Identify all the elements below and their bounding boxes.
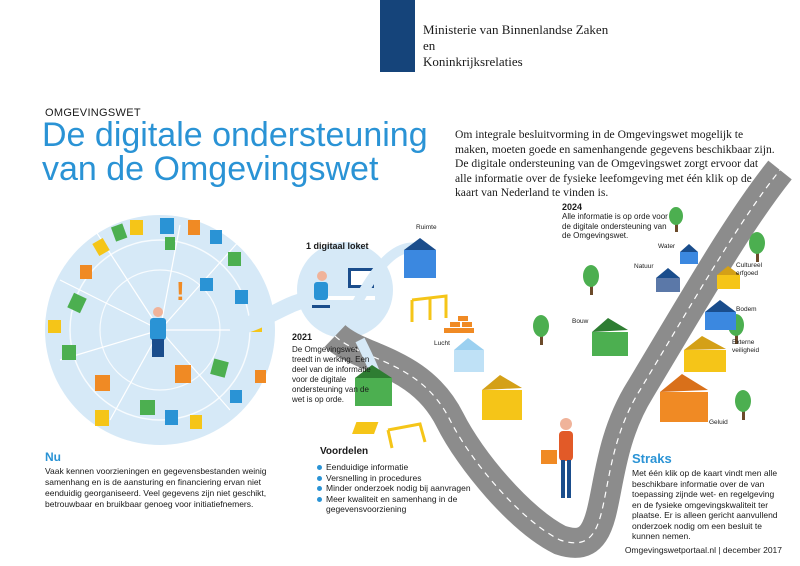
voordelen-list: [316, 462, 476, 515]
milestone-2024-text: Alle informatie is op orde voor de digitale ondersteuning van de Omgevingswet.: [562, 212, 668, 240]
woman-with-bag-icon: [541, 418, 573, 498]
voordelen-item: Minder onderzoek nodig bij aanvragen: [316, 483, 476, 494]
footer-source: Omgevingswetportaal.nl | december 2017: [624, 545, 782, 555]
label-water: Water: [658, 243, 676, 250]
ministry-name: [423, 22, 623, 70]
bricks-icon: [444, 316, 474, 333]
ministry-name-line1: Ministerie van Binnenlandse Zaken en: [423, 22, 609, 53]
label-lucht: Lucht: [434, 340, 450, 347]
house-lucht-icon: [454, 338, 484, 372]
page-title-line2: van de Omgevingswet: [42, 150, 379, 188]
logo-bar: [380, 0, 415, 72]
house-extern-icon: [684, 336, 726, 372]
house-bodem-icon: [705, 300, 736, 330]
house-geluid-icon: [660, 374, 708, 422]
milestone-2021-text: De Omgevingswet treedt in werking. Een deel van de informatie voor de digitale ondersteuning van de wet is op orde.: [292, 345, 371, 404]
straks-text: Met één klik op de kaart vindt men alle beschikbare informatie over de van toepassing zijnde wet- en regelgeving en de fysieke omgevingskwaliteit ter plaatse. Er is alleen gericht aanvullend onderzoek nodig om een besluit te kunnen nemen.: [632, 468, 778, 541]
label-cultureel-erfgoed: Cultureel erfgoed: [736, 262, 763, 277]
label-ruimte: Ruimte: [416, 224, 437, 231]
label-bodem: Bodem: [736, 306, 757, 313]
house-bouw-icon: [592, 318, 628, 356]
house-natuur-icon: [656, 268, 680, 292]
page-title-line1: De digitale ondersteuning: [42, 116, 428, 154]
milestone-2021-year: 2021: [292, 332, 313, 342]
intro-paragraph: Om integrale besluitvorming in de Omgevingswet mogelijk te maken, moeten goede en samenhangende gegevens beschikbaar zijn. De digitale ondersteuning van de Omgevingswet zorgt ervoor dat alle informatie over de fysieke leefomgeving met één klik op de kaart van Nederland te vinden is.: [455, 128, 775, 199]
page-title: [42, 118, 432, 186]
nu-heading: Nu: [45, 450, 61, 464]
label-natuur: Natuur: [634, 263, 654, 270]
label-geluid: Geluid: [709, 419, 728, 426]
label-externe-veiligheid: Externe veiligheid: [732, 339, 760, 354]
voordelen-heading: Voordelen: [320, 446, 369, 457]
ministry-name-line2: Koninkrijksrelaties: [423, 54, 523, 69]
svg-text:!: !: [176, 276, 185, 306]
house-water-icon: [680, 244, 698, 264]
loket-desk-icon: [297, 242, 393, 338]
voordelen-item: Versnelling in procedures: [316, 473, 476, 484]
loket-label: 1 digitaal loket: [306, 241, 369, 251]
straks-heading: Straks: [632, 451, 672, 466]
voordelen-item: Meer kwaliteit en samenhang in de gegevensvoorziening: [316, 494, 476, 515]
milestone-2024-year: 2024: [562, 202, 583, 212]
label-bouw: Bouw: [572, 318, 589, 325]
nu-text: Vaak kennen voorzieningen en gegevensbestanden weinig samenhang en is de aansturing en financiering ervan niet eenduidig georganiseerd. Veel gegevens zijn niet geschikt, betrouwbaar en bruikbaar genoeg voor initiatiefnemers.: [45, 466, 267, 509]
kicker-label: OMGEVINGSWET: [45, 107, 141, 119]
voordelen-item: Eenduidige informatie: [316, 462, 476, 473]
